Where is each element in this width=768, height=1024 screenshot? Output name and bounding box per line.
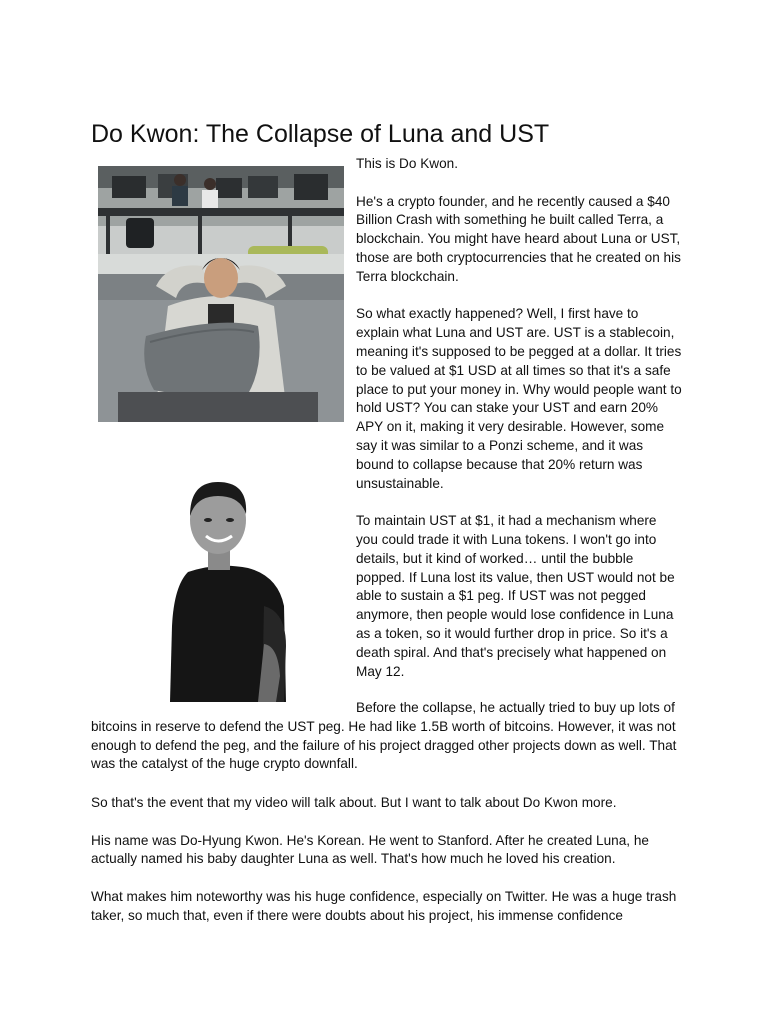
paragraph-mechanism: To maintain UST at $1, it had a mechanism where you could trade it with Luna tokens. I won't go into details, but it kind of worked… until the bubble popped. If Luna lost its value, then UST would not be able to sustain a $1 peg. If UST was not pegged anymore, then people would lose confidence in Luna as a token, so it would further drop in price. So it's a death spiral. And that's precisely what happened on May 12. — [356, 513, 675, 679]
paragraph-bio: His name was Do-Hyung Kwon. He's Korean. He went to Stanford. After he created Luna, he actually named his baby daughter Luna as well. That's how much he loved his creation. — [91, 832, 649, 867]
office-couch-photo — [98, 166, 344, 422]
paragraph-collapse: Before the collapse, he actually tried to buy up lots of bitcoins in reserve to defend the UST peg. He had like 1.5B worth of bitcoins. However, it was not enough to defend the peg, and the failure of his project dragged other projects down as well. That was the catalyst of the huge crypto downfall. — [91, 700, 677, 772]
full-width-text — [91, 794, 691, 944]
document-title: Do Kwon: The Collapse of Luna and UST — [91, 120, 550, 148]
paragraph-luna-ust: So what exactly happened? Well, I first have to explain what Luna and UST are. UST is a stablecoin, meaning it's supposed to be pegged at a dollar. It tries to be valued at $1 USD at all times so that it's a safe place to put your money in. Why would people want to hold UST? You can stake your UST and earn 20% APY on it, making it very desirable. However, some say it was similar to a Ponzi scheme, and it was bound to collapse because that 20% return was unsustainable. — [356, 306, 682, 491]
paragraph-founder: He's a crypto founder, and he recently caused a $40 Billion Crash with something he built called Terra, a blockchain. You might have heard about Luna or UST, those are both cryptocurrencies that he created on his Terra blockchain. — [356, 193, 681, 284]
portrait-photo — [152, 476, 302, 702]
paragraph-confidence: What makes him noteworthy was his huge confidence, especially on Twitter. He was a huge trash taker, so much that, even if there were doubts about his project, his immense confidence — [91, 888, 677, 923]
column-text — [356, 155, 682, 700]
paragraph-video: So that's the event that my video will talk about. But I want to talk about Do Kwon more. — [91, 795, 617, 810]
paragraph-intro: This is Do Kwon. — [356, 156, 458, 171]
